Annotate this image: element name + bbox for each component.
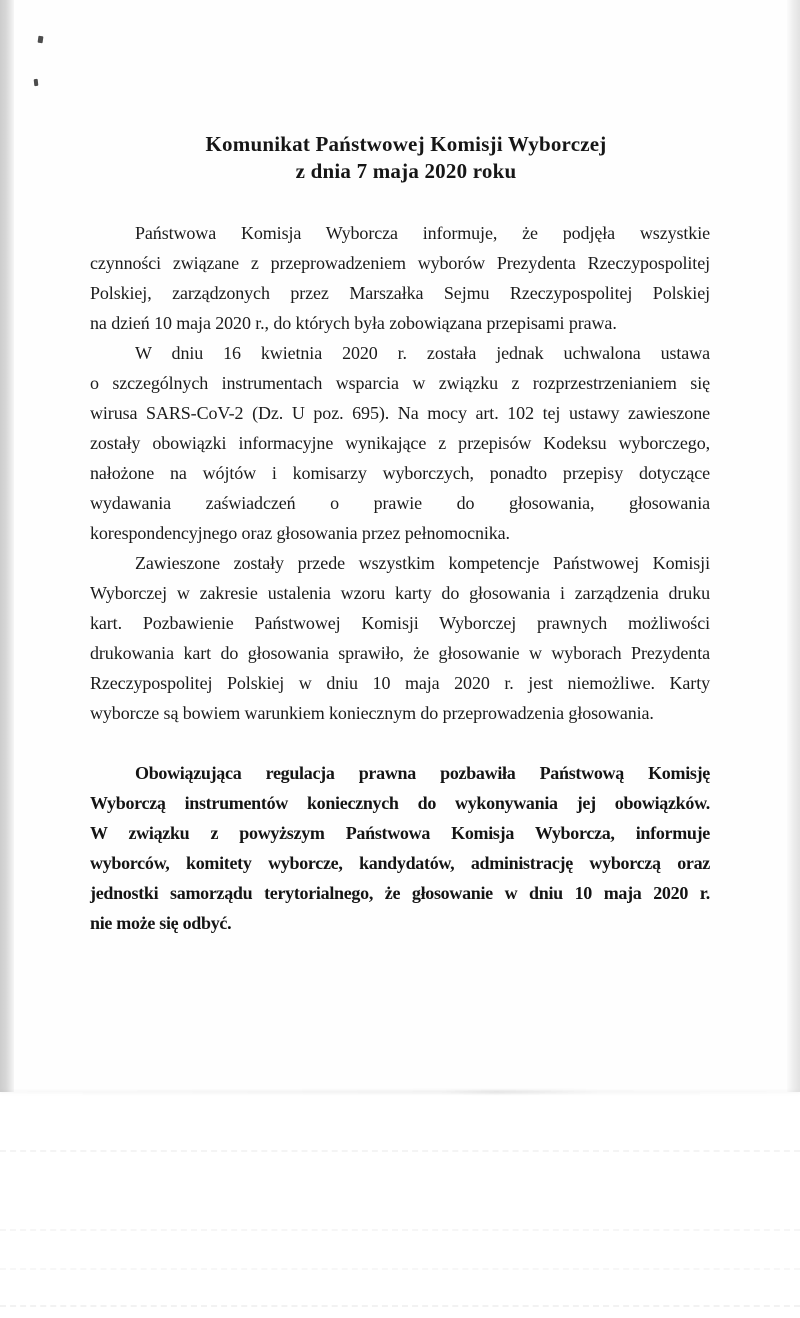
text-line: jednostki samorządu terytorialnego, że głosowanie w dniu 10 maja 2020 r. (90, 883, 710, 903)
scan-left-edge (0, 0, 14, 1092)
text-line: korespondencyjnego oraz głosowania przez pełnomocnika. (90, 523, 510, 543)
text-line: kart. Pozbawienie Państwowej Komisji Wyborczej prawnych możliwości (90, 613, 710, 633)
text-line: o szczególnych instrumentach wsparcia w związku z rozprzestrzenianiem się (90, 373, 710, 393)
text-line: nie może się odbyć. (90, 913, 232, 933)
scan-artifact-line (0, 1305, 800, 1307)
scan-page-bottom-edge (0, 1090, 800, 1094)
scan-artifact-line (0, 1150, 800, 1152)
paragraph-3 (90, 548, 710, 728)
text-line: czynności związane z przeprowadzeniem wyborów Prezydenta Rzeczypospolitej (90, 253, 710, 273)
text-line: Rzeczypospolitej Polskiej w dniu 10 maja 2020 r. jest niemożliwe. Karty (90, 673, 710, 693)
scan-speck (38, 36, 44, 44)
paragraph-4 (90, 758, 710, 938)
text-line: Zawieszone zostały przede wszystkim kompetencje Państwowej Komisji (135, 553, 710, 573)
text-line: W dniu 16 kwietnia 2020 r. została jednak uchwalona ustawa (135, 343, 710, 363)
scan-artifact-line (0, 1229, 800, 1231)
document-title (96, 131, 716, 185)
text-line: wirusa SARS-CoV-2 (Dz. U poz. 695). Na mocy art. 102 tej ustawy zawieszone (90, 403, 710, 423)
document-content (90, 0, 710, 938)
text-line: W związku z powyższym Państwowa Komisja Wyborcza, informuje (90, 823, 710, 843)
text-line: Wyborczej w zakresie ustalenia wzoru karty do głosowania i zarządzenia druku (90, 583, 710, 603)
text-line: drukowania kart do głosowania sprawiło, że głosowanie w wyborach Prezydenta (90, 643, 710, 663)
title-line1: Komunikat Państwowej Komisji Wyborczej (205, 132, 607, 156)
text-line: na dzień 10 maja 2020 r., do których była zobowiązana przepisami prawa. (90, 313, 617, 333)
scan-artifact-line (0, 1268, 800, 1270)
text-line: zostały obowiązki informacyjne wynikające z przepisów Kodeksu wyborczego, (90, 433, 710, 453)
paragraph-1 (90, 218, 710, 338)
text-line: Polskiej, zarządzonych przez Marszałka Sejmu Rzeczypospolitej Polskiej (90, 283, 710, 303)
scan-speck (34, 79, 39, 86)
text-line: nałożone na wójtów i komisarzy wyborczych, ponadto przepisy dotyczące (90, 463, 710, 483)
document-body (90, 218, 710, 938)
paragraph-2 (90, 338, 710, 548)
text-line: wydawania zaświadczeń o prawie do głosowania, głosowania (90, 493, 710, 513)
text-line: wyborcze są bowiem warunkiem koniecznym do przeprowadzenia głosowania. (90, 703, 654, 723)
text-line: Obowiązująca regulacja prawna pozbawiła Państwową Komisję (135, 763, 710, 783)
text-line: Państwowa Komisja Wyborcza informuje, że podjęła wszystkie (135, 223, 710, 243)
title-line2: z dnia 7 maja 2020 roku (295, 159, 517, 183)
scan-right-edge (787, 0, 800, 1092)
text-line: Wyborczą instrumentów koniecznych do wykonywania jej obowiązków. (90, 793, 710, 813)
text-line: wyborców, komitety wyborcze, kandydatów, administrację wyborczą oraz (90, 853, 710, 873)
